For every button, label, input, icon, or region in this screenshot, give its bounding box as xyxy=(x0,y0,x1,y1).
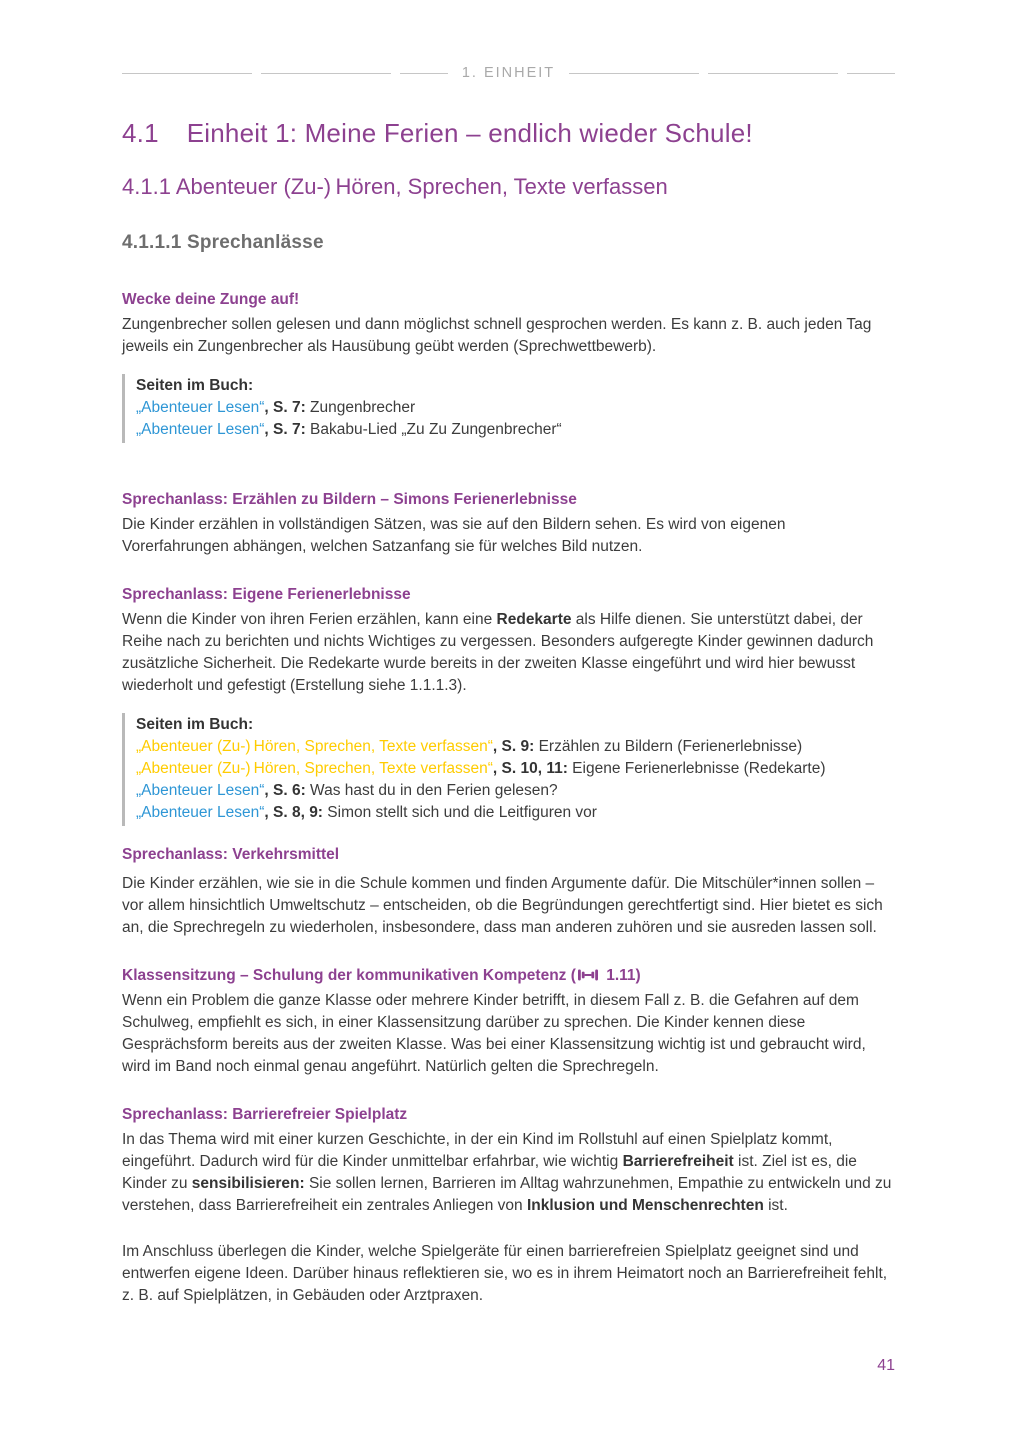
reference-description: Erzählen zu Bildern (Ferienerlebnisse) xyxy=(534,738,803,755)
reference-description: Bakabu-Lied „Zu Zu Zungenbrecher“ xyxy=(305,421,562,438)
topic-heading-erzaehlen-zu-bildern: Sprechanlass: Erzählen zu Bildern – Simons Ferienerlebnisse xyxy=(122,491,577,508)
reference-description: Simon stellt sich und die Leitfiguren vor xyxy=(322,804,597,821)
page-reference: , S. 7: xyxy=(264,421,306,438)
book-reference xyxy=(136,802,895,824)
reference-description: Zungenbrecher xyxy=(305,399,416,416)
emphasized-term: Inklusion und Menschenrechten xyxy=(526,1197,764,1214)
topic-heading-verkehrsmittel: Sprechanlass: Verkehrsmittel xyxy=(122,846,340,863)
body-paragraph: Die Kinder erzählen, wie sie in die Schule kommen und finden Argumente dafür. Die Mitschüler*innen sollen – vor allem hinsichtlich Umweltschutz – entscheiden, ob die Begründungen gerechtfertigt sind. Hier bietet es sich an, die Sprechregeln zu wiederholen, insbesondere, dass man anderen zuhören und sie ausreden lassen soll. xyxy=(122,875,883,936)
book-title-link: „Abenteuer (Zu-) Hören, Sprechen, Texte verfassen“ xyxy=(136,738,493,755)
body-paragraph xyxy=(122,1129,895,1217)
seiten-im-buch-box-2 xyxy=(122,713,895,826)
page-reference: , S. 8, 9: xyxy=(264,804,323,821)
book-title-link: „Abenteuer Lesen“ xyxy=(136,804,265,821)
reference-description: Was hast du in den Ferien gelesen? xyxy=(305,782,558,799)
text-segment: Sie sollen lernen, Barrieren im Alltag wahrzunehmen, Empathie zu entwickeln und zu verstehen, dass Barrierefreiheit ein zentrales Anliegen von xyxy=(122,1175,892,1214)
topic-heading-eigene-ferienerlebnisse: Sprechanlass: Eigene Ferienerlebnisse xyxy=(122,586,411,603)
chapter-title-text: Einheit 1: Meine Ferien – endlich wieder Schule! xyxy=(186,118,753,148)
book-title-link: „Abenteuer Lesen“ xyxy=(136,399,265,416)
page-number: 41 xyxy=(877,1357,895,1374)
book-title-link: „Abenteuer Lesen“ xyxy=(136,782,265,799)
book-reference xyxy=(136,758,895,780)
book-reference xyxy=(136,397,895,419)
emphasized-term: Redekarte xyxy=(496,611,572,628)
text-segment: In das Thema wird mit einer kurzen Geschichte, in der ein Kind im Rollstuhl auf einen Spielplatz kommt, eingeführt. Dadurch wird für die Kinder unmittelbar erfahrbar, wie wichtig xyxy=(122,1131,833,1170)
reference-description: Eigene Ferienerlebnisse (Redekarte) xyxy=(567,760,826,777)
page-reference: , S. 6: xyxy=(264,782,306,799)
running-header-title: 1. EINHEIT xyxy=(461,65,556,81)
box-label: Seiten im Buch: xyxy=(136,716,254,733)
body-paragraph: Zungenbrecher sollen gelesen und dann möglichst schnell gesprochen werden. Es kann z. B. auch jeden Tag jeweils ein Zungenbrecher als Hausübung geübt werden (Sprechwettbewerb). xyxy=(122,316,872,355)
header-rule-left xyxy=(122,73,448,74)
heading-text-segment: Klassensitzung – Schulung der kommunikativen Kompetenz ( xyxy=(122,967,576,984)
text-segment: ist. Ziel ist es, die Kinder zu xyxy=(122,1153,857,1192)
page-reference: , S. 9: xyxy=(492,738,535,755)
dumbbell-icon xyxy=(578,969,598,981)
book-reference xyxy=(136,419,895,441)
text-segment: ist. xyxy=(763,1197,788,1214)
topic-heading-klassensitzung xyxy=(122,965,895,986)
chapter-heading xyxy=(122,118,895,148)
text-segment: als Hilfe dienen. Sie unterstützt dabei, der Reihe nach zu berichten und nichts Wichtiges zu vergessen. Besonders aufgeregte Kinder gewinnen dadurch zusätzliche Sicherheit. Die Redekarte wurde bereits in der zweiten Klasse eingeführt und wird hier bewusst wiederholt und gefestigt (Erstellung siehe 1.1.1.3). xyxy=(122,611,874,694)
heading-text-segment: 1.11) xyxy=(601,967,641,984)
seiten-im-buch-box-1 xyxy=(122,374,895,443)
chapter-number: 4.1 xyxy=(122,118,159,148)
book-reference xyxy=(136,780,895,802)
header-rule-right xyxy=(569,73,895,74)
body-paragraph: Im Anschluss überlegen die Kinder, welche Spielgeräte für einen barrierefreien Spielplatz geeignet sind und entwerfen eigene Ideen. Darüber hinaus reflektieren sie, wo es in ihrem Heimatort noch an Barrierefreiheit fehlt, z. B. auf Spielplätzen, in Gebäuden oder Arztpraxen. xyxy=(122,1243,888,1304)
book-title-link: „Abenteuer Lesen“ xyxy=(136,421,265,438)
body-paragraph: Wenn ein Problem die ganze Klasse oder mehrere Kinder betrifft, in diesem Fall z. B. die Gefahren auf dem Schulweg, empfiehlt es sich, in einer Klassensitzung darüber zu sprechen. Die Kinder kennen diese Gesprächsform bereits aus der zweiten Klasse. Was bei einer Klassensitzung wichtig ist und gebraucht wird, wird im Band noch einmal genau angeführt. Natürlich gelten die Sprechregeln. xyxy=(122,992,866,1075)
book-title-link: „Abenteuer (Zu-) Hören, Sprechen, Texte verfassen“ xyxy=(136,760,493,777)
topic-heading-barrierefreier-spielplatz: Sprechanlass: Barrierefreier Spielplatz xyxy=(122,1106,408,1123)
topic-heading-wecke-deine-zunge: Wecke deine Zunge auf! xyxy=(122,291,300,308)
body-paragraph: Die Kinder erzählen in vollständigen Sätzen, was sie auf den Bildern sehen. Es wird von eigenen Vorerfahrungen abhängen, welchen Satzanfang sie für welches Bild nutzen. xyxy=(122,516,786,555)
page-reference: , S. 10, 11: xyxy=(492,760,568,777)
page-reference: , S. 7: xyxy=(264,399,306,416)
running-header xyxy=(122,64,895,82)
box-label: Seiten im Buch: xyxy=(136,377,254,394)
subsection-heading: 4.1.1.1 Sprechanlässe xyxy=(122,232,324,253)
body-paragraph xyxy=(122,609,895,697)
emphasized-term: sensibilisieren: xyxy=(191,1175,305,1192)
book-reference xyxy=(136,736,895,758)
section-heading: 4.1.1 Abenteuer (Zu-) Hören, Sprechen, Texte verfassen xyxy=(122,174,668,199)
text-segment: Wenn die Kinder von ihren Ferien erzählen, kann eine xyxy=(122,611,497,628)
emphasized-term: Barrierefreiheit xyxy=(622,1153,734,1170)
